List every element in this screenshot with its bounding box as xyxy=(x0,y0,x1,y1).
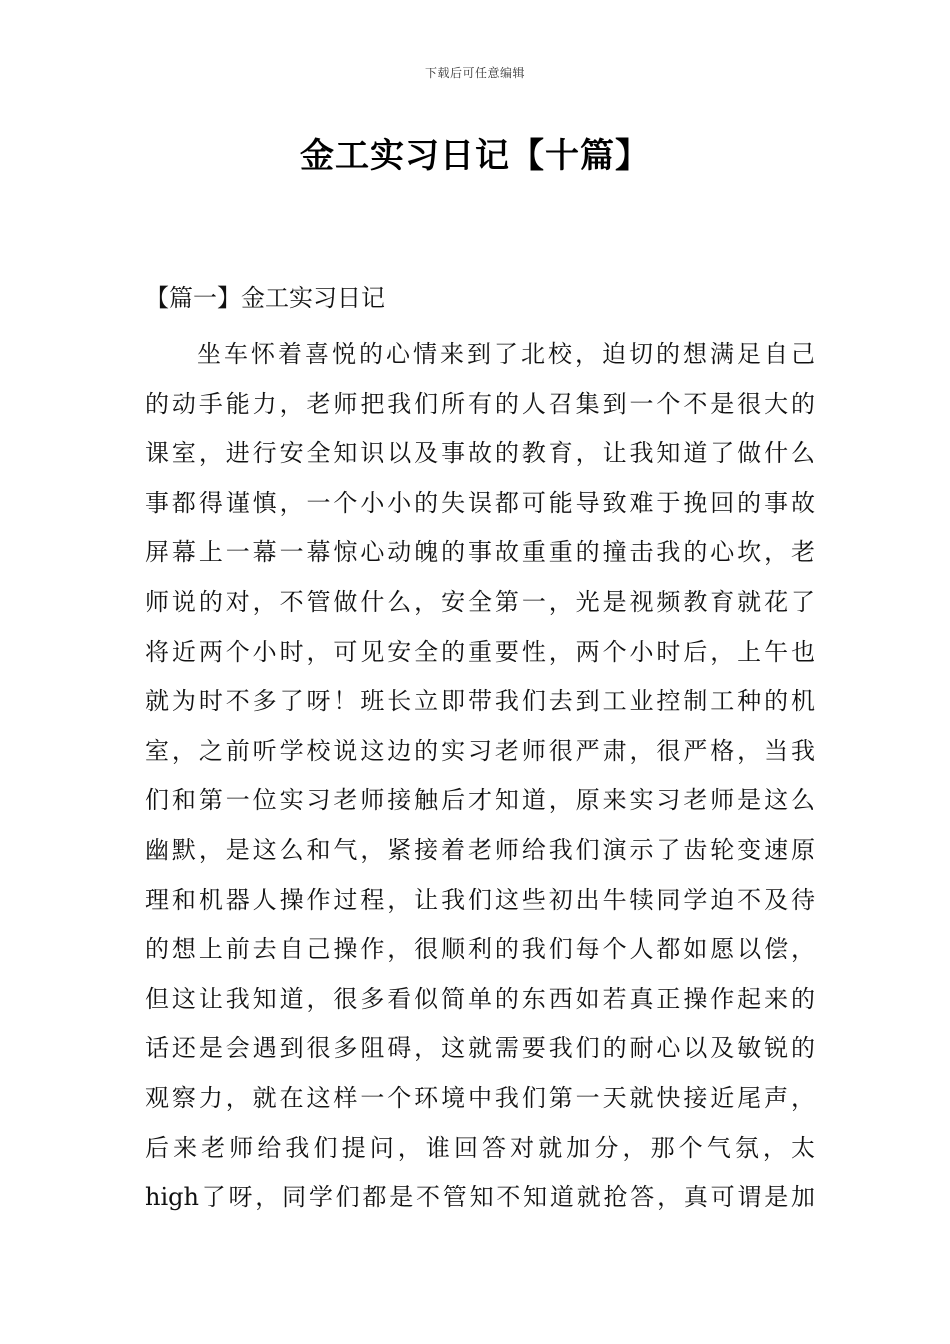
body-line: 室，之前听学校说这边的实习老师很严肃，很严格，当我 xyxy=(145,736,815,765)
body-line: 理和机器人操作过程，让我们这些初出牛犊同学迫不及待 xyxy=(145,885,815,914)
body-line: 师说的对，不管做什么，安全第一，光是视频教育就花了 xyxy=(145,587,815,616)
body-line: 话还是会遇到很多阻碍，这就需要我们的耐心以及敏锐的 xyxy=(145,1034,815,1063)
body-line: 但这让我知道，很多看似简单的东西如若真正操作起来的 xyxy=(145,984,815,1013)
body-line: 就为时不多了呀！班长立即带我们去到工业控制工种的机 xyxy=(145,687,815,716)
document-title: 金工实习日记【十篇】 xyxy=(300,136,650,176)
body-text xyxy=(145,330,815,1223)
body-line: 坐车怀着喜悦的心情来到了北校，迫切的想满足自己 xyxy=(197,340,815,368)
section-heading: 【篇一】金工实习日记 xyxy=(145,284,385,312)
body-line: 课室，进行安全知识以及事故的教育，让我知道了做什么 xyxy=(145,439,815,468)
body-line: 幽默，是这么和气，紧接着老师给我们演示了齿轮变速原 xyxy=(145,835,815,864)
body-line: 后来老师给我们提问，谁回答对就加分，那个气氛，太 xyxy=(145,1133,815,1162)
body-line: 事都得谨慎，一个小小的失误都可能导致难于挽回的事故 xyxy=(145,488,815,517)
body-line: 的动手能力，老师把我们所有的人召集到一个不是很大的 xyxy=(145,389,815,418)
body-line: high了呀，同学们都是不管知不知道就抢答，真可谓是加 xyxy=(145,1183,815,1212)
body-line: 观察力，就在这样一个环境中我们第一天就快接近尾声， xyxy=(145,1083,815,1112)
body-line: 的想上前去自己操作，很顺利的我们每个人都如愿以偿， xyxy=(145,935,815,964)
body-line: 屏幕上一幕一幕惊心动魄的事故重重的撞击我的心坎，老 xyxy=(145,538,815,567)
body-line: 将近两个小时，可见安全的重要性，两个小时后，上午也 xyxy=(145,637,815,666)
header-note: 下载后可任意编辑 xyxy=(424,66,525,80)
body-line: 们和第一位实习老师接触后才知道，原来实习老师是这么 xyxy=(145,786,815,815)
